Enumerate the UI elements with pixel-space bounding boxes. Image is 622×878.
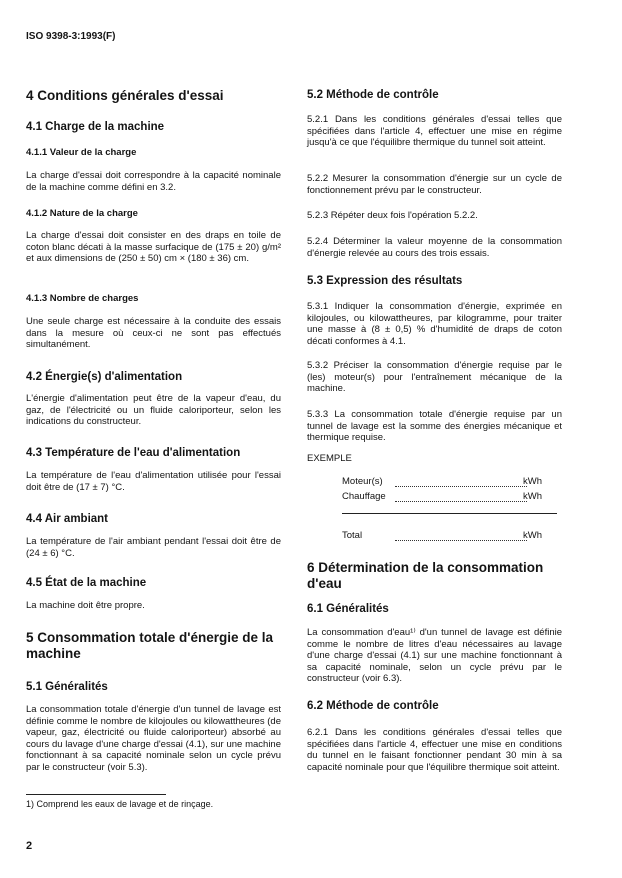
paragraph-5-1: La consommation totale d'énergie d'un tunnel de lavage est définie comme le nombre de kilojoules ou kilowattheures (de vapeur, gaz, électricité ou fluide caloriporteur) absorbé au cours du lavage d'une charge d'essai (4.1), sur une machine fonctionnant à sa capacité nominale selon un cycle prévu par le constructeur (voir 5.3). (26, 704, 281, 773)
dot-leader (395, 540, 527, 541)
paragraph-5-3-1: 5.3.1 Indiquer la consommation d'énergie, exprimée en kilojoules, ou kilowattheures, par kilogramme, pour traiter une masse à (8 ± 0,5) % d'humidité de draps de coton décati conformes à 4.1. (307, 301, 562, 347)
section-4-1-3-heading: 4.1.3 Nombre de charges (26, 293, 139, 304)
section-4-1-1-heading: 4.1.1 Valeur de la charge (26, 147, 137, 158)
section-5-2-heading: 5.2 Méthode de contrôle (307, 89, 439, 101)
paragraph-4-1-2: La charge d'essai doit consister en des draps en toile de coton blanc décati à la masse surfacique de (175 ± 20) g/m² et aux dimensions de (250 ± 50) cm × (180 ± 36) cm. (26, 230, 281, 265)
paragraph-5-3-3: 5.3.3 La consommation totale d'énergie requise par un tunnel de lavage est la somme des énergies mécanique et thermique requise. (307, 409, 562, 444)
paragraph-4-5: La machine doit être propre. (26, 600, 145, 611)
section-4-1-2-heading: 4.1.2 Nature de la charge (26, 208, 138, 219)
paragraph-4-3: La température de l'eau d'alimentation utilisée pour l'essai doit être de (17 ± 7) °C. (26, 470, 281, 493)
section-5-1-heading: 5.1 Généralités (26, 681, 108, 693)
paragraph-5-3-2: 5.3.2 Préciser la consommation d'énergie requise par le (les) moteur(s) pour l'entraînement mécanique de la machine. (307, 360, 562, 395)
footnote-rule (26, 794, 166, 795)
paragraph-5-2-3: 5.2.3 Répéter deux fois l'opération 5.2.2. (307, 210, 478, 221)
paragraph-4-2: L'énergie d'alimentation peut être de la vapeur d'eau, du gaz, de l'électricité ou un fluide caloriporteur, selon les indications du constructeur. (26, 393, 281, 428)
document-header: ISO 9398-3:1993(F) (26, 31, 116, 42)
section-4-5-heading: 4.5 État de la machine (26, 577, 147, 589)
dot-leader (395, 501, 527, 502)
paragraph-6-2-1: 6.2.1 Dans les conditions générales d'essai telles que spécifiées dans l'article 4, effectuer une mise en conditions du tunnel en le faisant fonctionner pendant 30 min à sa capacité nominale pour que l'équilibre thermique soit atteint. (307, 727, 562, 773)
example-row-unit: kWh (523, 476, 542, 487)
paragraph-4-1-1: La charge d'essai doit correspondre à la capacité nominale de la machine comme défini en 3.2. (26, 170, 281, 193)
dot-leader (395, 486, 527, 487)
section-5-3-heading: 5.3 Expression des résultats (307, 275, 463, 287)
section-4-3-heading: 4.3 Température de l'eau d'alimentation (26, 447, 241, 459)
paragraph-5-2-1: 5.2.1 Dans les conditions générales d'essai telles que spécifiées dans l'article 4, effectuer une mise en régime jusqu'à ce que l'équilibre thermique du tunnel soit atteint. (307, 114, 562, 149)
example-label: EXEMPLE (307, 453, 352, 464)
example-row-unit: kWh (523, 530, 542, 541)
paragraph-4-1-3: Une seule charge est nécessaire à la conduite des essais dans la mesure où ceux-ci ne sont pas effectués simultanément. (26, 316, 281, 351)
section-5-heading: 5 Consommation totale d'énergie de la machine (26, 630, 274, 661)
paragraph-5-2-2: 5.2.2 Mesurer la consommation d'énergie sur un cycle de fonctionnement prévu par le constructeur. (307, 173, 562, 196)
example-sum-rule (342, 513, 557, 514)
example-row-label: Total (342, 530, 363, 541)
section-4-heading: 4 Conditions générales d'essai (26, 88, 224, 103)
footnote: 1) Comprend les eaux de lavage et de rinçage. (26, 799, 214, 809)
page-number: 2 (26, 840, 33, 852)
section-6-heading: 6 Détermination de la consommation d'eau (307, 560, 544, 591)
section-4-2-heading: 4.2 Énergie(s) d'alimentation (26, 371, 183, 383)
section-4-4-heading: 4.4 Air ambiant (26, 513, 109, 525)
paragraph-5-2-4: 5.2.4 Déterminer la valeur moyenne de la consommation d'énergie relevée au cours des trois essais. (307, 236, 562, 259)
example-row-label: Chauffage (342, 491, 386, 502)
paragraph-4-4: La température de l'air ambiant pendant l'essai doit être de (24 ± 6) °C. (26, 536, 281, 559)
section-6-2-heading: 6.2 Méthode de contrôle (307, 700, 439, 712)
example-row-unit: kWh (523, 491, 542, 502)
example-row-label: Moteur(s) (342, 476, 383, 487)
paragraph-6-1: La consommation d'eau¹⁾ d'un tunnel de lavage est définie comme le nombre de litres d'eau nécessaires au lavage d'une charge d'essai (4.1) sur une machine fonctionnant à sa capacité nominale, selon un cycle prévu par le constructeur (voir 6.3). (307, 627, 562, 685)
section-4-1-heading: 4.1 Charge de la machine (26, 121, 165, 133)
section-6-1-heading: 6.1 Généralités (307, 603, 389, 615)
